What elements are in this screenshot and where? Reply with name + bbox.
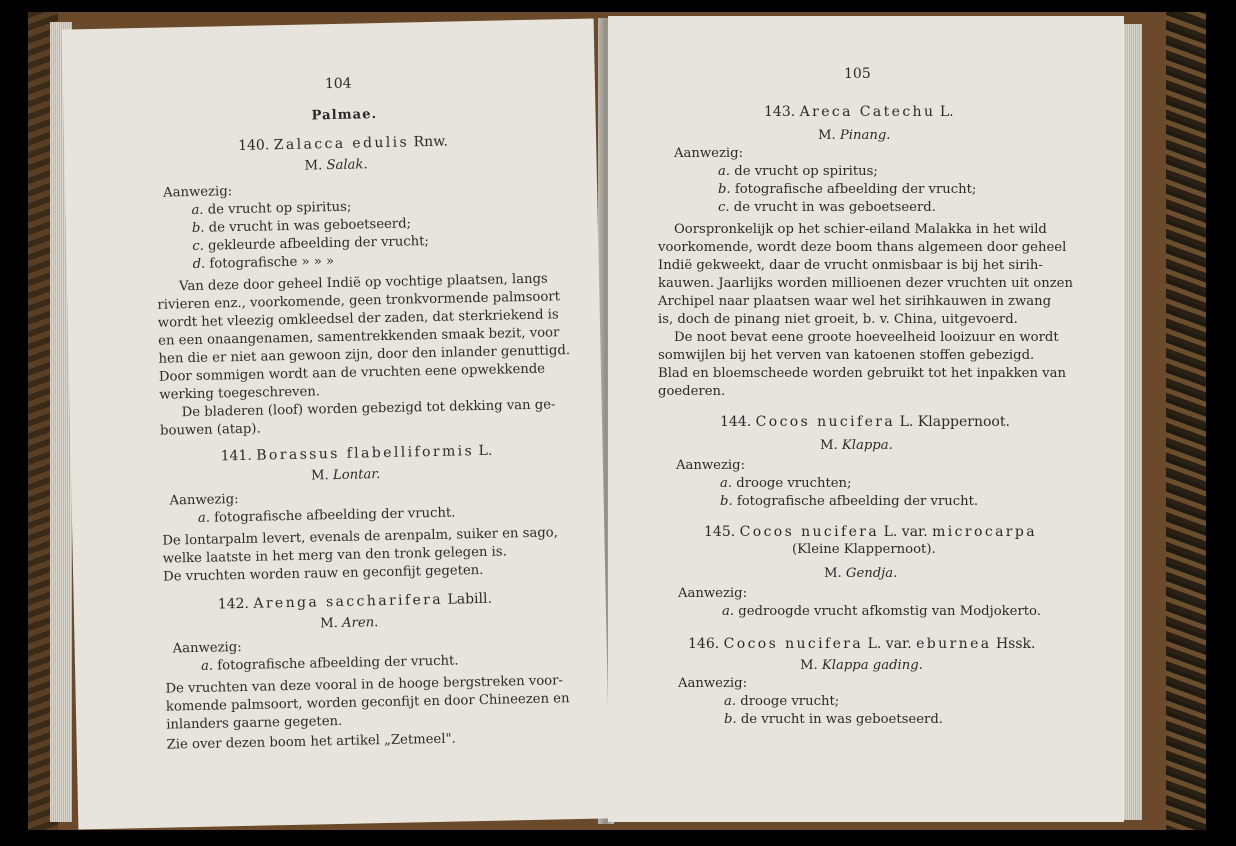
species-name: Borassus flabelliformis bbox=[256, 443, 475, 464]
aanwezig-label: Aanwezig: bbox=[676, 458, 746, 473]
entry-number: 142. bbox=[217, 595, 250, 613]
paragraph-line: De bladeren (loof) worden gebezigd tot dekking van ge- bbox=[181, 397, 556, 421]
local-name bbox=[824, 566, 897, 582]
aanwezig-label: Aanwezig: bbox=[678, 676, 748, 691]
paragraph-line: voorkomende, wordt deze boom thans algemeen door geheel bbox=[658, 240, 1067, 255]
entry-144-heading bbox=[720, 414, 1010, 430]
paragraph-line: Oorspronkelijk op het schier-eiland Malakka in het wild bbox=[674, 222, 1047, 237]
right-page bbox=[608, 16, 1124, 822]
entry-number: 144. bbox=[720, 414, 752, 430]
list-item: a. gedroogde vrucht afkomstig van Modjokerto. bbox=[722, 604, 1041, 619]
paragraph-line: Zie over dezen boom het artikel „Zetmeel". bbox=[166, 731, 456, 753]
species-variety: microcarpa bbox=[932, 524, 1038, 540]
local-name bbox=[311, 467, 381, 484]
paragraph-line: komende palmsoort, worden geconfijt en door Chineezen en bbox=[165, 691, 570, 715]
local-name bbox=[320, 615, 379, 632]
local-name bbox=[304, 157, 367, 174]
left-page bbox=[62, 19, 611, 830]
paragraph-line: Archipel naar plaatsen waar wel het sirihkauwen in zwang bbox=[658, 294, 1052, 309]
paragraph-line: kauwen. Jaarlijks worden millioenen dezer vruchten uit onzen bbox=[658, 276, 1073, 291]
m-prefix: M. bbox=[310, 468, 329, 484]
paragraph-line: hen die er niet aan gewoon zijn, door den inlander genuttigd. bbox=[158, 343, 571, 367]
m-prefix: M. bbox=[304, 158, 323, 174]
paragraph-line: Indië gekweekt, daar de vrucht onmisbaar is bij het sirih- bbox=[658, 258, 1043, 273]
list-item: a. fotografische afbeelding der vrucht. bbox=[200, 653, 459, 674]
local-name bbox=[820, 438, 893, 454]
entry-146-heading bbox=[688, 636, 1035, 652]
species-name: Arenga saccharifera bbox=[253, 591, 444, 612]
list-item: a. de vrucht op spiritus; bbox=[191, 199, 352, 218]
local-name-text: Gendja. bbox=[845, 566, 898, 581]
m-prefix: M. bbox=[320, 616, 339, 632]
paragraph-line: wordt het vleezig omkleedsel der zaden, dat sterkriekend is bbox=[157, 307, 559, 331]
species-variety: eburnea bbox=[916, 636, 992, 652]
paragraph-line: bouwen (atap). bbox=[159, 421, 261, 439]
local-name-text: Salak. bbox=[326, 157, 368, 174]
paragraph-line: rivieren enz., voorkomende, geen tronkvormende palmsoort bbox=[157, 289, 561, 313]
paragraph-line: welke laatste in het merg van den tronk gelegen is. bbox=[162, 544, 507, 567]
common-name: (Kleine Klappernoot). bbox=[792, 542, 936, 557]
list-item: c. gekleurde afbeelding der vrucht; bbox=[192, 234, 430, 254]
species-name: Cocos nucifera bbox=[755, 414, 896, 430]
entry-number: 143. bbox=[764, 104, 796, 120]
aanwezig-label: Aanwezig: bbox=[674, 146, 744, 161]
entry-number: 140. bbox=[237, 137, 270, 154]
m-prefix: M. bbox=[820, 438, 838, 453]
species-name: Cocos nucifera bbox=[723, 636, 864, 652]
paragraph-line: somwijlen bij het verven van katoenen stoffen gebezigd. bbox=[658, 348, 1035, 363]
m-prefix: M. bbox=[800, 658, 818, 673]
paragraph-line: Van deze door geheel Indië op vochtige plaatsen, langs bbox=[178, 271, 548, 295]
aanwezig-label: Aanwezig: bbox=[172, 640, 242, 657]
paragraph-line: werking toegeschreven. bbox=[159, 384, 321, 403]
entry-145-heading bbox=[704, 524, 1037, 540]
list-item: a. fotografische afbeelding der vrucht. bbox=[197, 505, 456, 526]
paragraph-line: goederen. bbox=[658, 384, 726, 399]
species-author: L. bbox=[478, 442, 493, 460]
entry-142-heading bbox=[218, 591, 493, 613]
paragraph-line: De vruchten van deze vooral in de hooge bergstreken voor- bbox=[165, 673, 564, 697]
paragraph-line: De vruchten worden rauw en geconfijt gegeten. bbox=[163, 562, 484, 585]
species-name: Areca Catechu bbox=[799, 104, 936, 120]
paragraph-line: inlanders gaarne gegeten. bbox=[166, 713, 343, 733]
list-item: b. de vrucht in was geboetseerd; bbox=[191, 216, 412, 236]
species-author: L. var. bbox=[883, 524, 928, 540]
paragraph-line: is, doch de pinang niet groeit, b. v. China, uitgevoerd. bbox=[658, 312, 1018, 327]
local-name-text: Lontar. bbox=[332, 467, 381, 484]
list-item: a. drooge vrucht; bbox=[724, 694, 840, 709]
entry-141-heading bbox=[220, 443, 492, 465]
paragraph-line: en een onaangenamen, samentrekkenden smaak bezit, voor bbox=[158, 325, 560, 349]
local-name-text: Aren. bbox=[341, 615, 379, 631]
entry-number: 141. bbox=[220, 447, 252, 465]
aanwezig-label: Aanwezig: bbox=[678, 586, 748, 601]
species-name: Zalacca edulis bbox=[273, 134, 410, 154]
species-name: Cocos nucifera bbox=[739, 524, 880, 540]
paragraph-line: Door sommigen wordt aan de vruchten eene opwekkende bbox=[158, 361, 546, 385]
paragraph-line: De lontarpalm levert, evenals de arenpalm, suiker en sago, bbox=[162, 525, 559, 549]
species-author: Rnw. bbox=[413, 133, 449, 151]
section-heading: Palmae. bbox=[311, 107, 378, 124]
local-name-text: Klappa gading. bbox=[821, 658, 923, 673]
aanwezig-label: Aanwezig: bbox=[162, 184, 233, 201]
m-prefix: M. bbox=[818, 128, 836, 143]
list-item: c. de vrucht in was geboetseerd. bbox=[718, 200, 936, 215]
local-name-text: Klappa. bbox=[841, 438, 893, 453]
list-item: d. fotografische » » » bbox=[192, 254, 335, 272]
list-item: b. de vrucht in was geboetseerd. bbox=[724, 712, 943, 727]
local-name-text: Pinang. bbox=[839, 128, 891, 143]
page-edges-right bbox=[1122, 24, 1142, 820]
page-number: 105 bbox=[844, 66, 871, 82]
species-author: L. bbox=[939, 104, 954, 120]
list-item: a. drooge vruchten; bbox=[720, 476, 852, 491]
entry-140-heading bbox=[238, 134, 448, 154]
species-author: L. var. bbox=[867, 636, 912, 652]
species-author: L. Klappernoot. bbox=[899, 414, 1010, 430]
paragraph-line: Blad en bloemscheede worden gebruikt tot het inpakken van bbox=[658, 366, 1066, 381]
entry-number: 146. bbox=[688, 636, 720, 652]
list-item: b. fotografische afbeelding der vrucht; bbox=[718, 182, 977, 197]
list-item: a. de vrucht op spiritus; bbox=[718, 164, 878, 179]
entry-143-heading bbox=[764, 104, 954, 120]
species-author: Labill. bbox=[447, 590, 493, 608]
list-item: b. fotografische afbeelding der vrucht. bbox=[720, 494, 979, 509]
local-name bbox=[800, 658, 923, 674]
page-number: 104 bbox=[324, 75, 352, 93]
local-name bbox=[818, 128, 890, 144]
m-prefix: M. bbox=[824, 566, 842, 581]
aanwezig-label: Aanwezig: bbox=[169, 492, 239, 509]
entry-number: 145. bbox=[704, 524, 736, 540]
species-author-2: Hssk. bbox=[995, 636, 1036, 652]
paragraph-line: De noot bevat eene groote hoeveelheid looizuur en wordt bbox=[674, 330, 1059, 345]
